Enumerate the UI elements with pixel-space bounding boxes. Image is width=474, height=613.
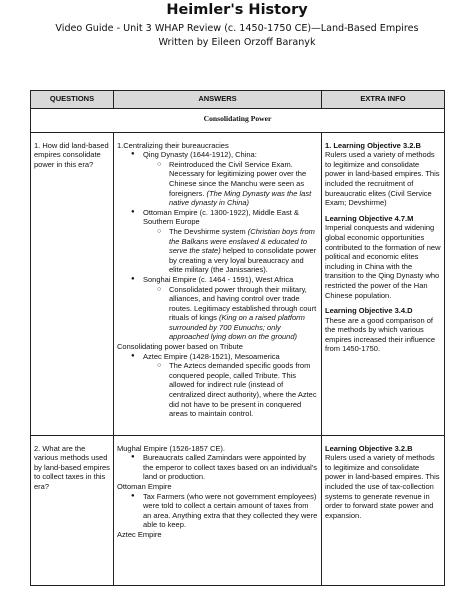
tribute-heading: Consolidating power based on Tribute xyxy=(117,342,243,352)
sub-bullet-ottoman xyxy=(157,227,318,275)
sub-bullet-text: Reintroduced the Civil Service Exam. Necessary for legitimizing power over the Chinese since the Manchu were seen as foreigners. xyxy=(169,159,307,198)
bullet-aztec: ● Aztec Empire (1428-1521), Mesoamerica xyxy=(131,352,318,362)
objective-text: Rulers used a variety of methods to legitimize and consolidate power in land-based empires. This included the use of tax-collection systems to generate revenue in order to forward state power and expansion. xyxy=(325,453,440,520)
objective-title: Learning Objective 3.2.B xyxy=(325,443,413,453)
page-title: Heimler's History xyxy=(166,2,308,18)
answer-cell xyxy=(114,435,322,585)
page-subtitle xyxy=(0,22,474,50)
bullet-tax-farmers: ● Tax Farmers (who were not government employees) were told to collect a certain amount of taxes from an area. Anything extra that they collected they were able to keep. xyxy=(131,492,318,530)
sub-bullet-qing xyxy=(157,160,318,208)
extra-info-cell xyxy=(322,132,445,435)
bullet-songhai: ● Songhai Empire (c. 1464 - 1591), West Africa xyxy=(131,275,318,285)
objective-title: Learning Objective 3.4.D xyxy=(325,306,413,316)
question-cell: 2. What are the various methods used by land-based empires to collect taxes in this era? xyxy=(31,435,114,585)
bullet-ottoman: ● Ottoman Empire (c. 1300-1922), Middle East & Southern Europe xyxy=(131,208,318,227)
answer-heading: 1.Centralizing their bureaucracies xyxy=(117,140,229,150)
sub-bullet-italic: (Christian boys from the Balkans were enslaved & educated to serve the state) xyxy=(169,226,315,256)
sub-bullet-text: Consolidated power through their military, alliances, and having control over trade routes. Legitimacy established through court rituals of kings xyxy=(169,284,317,323)
sub-bullet-aztec: ○ The Aztecs demanded specific goods from conquered people, called Tribute. This allowed for indirect rule (instead of centralized direct authority), where the Aztec did not have to be present in conquered areas to maintain control. xyxy=(157,361,318,419)
section-row xyxy=(31,109,445,133)
sub-bullet-text: helped to consolidate power by creating a very loyal bureaucracy and elite military (the Janissaries). xyxy=(169,246,317,275)
answer-mughal: Mughal Empire (1526-1857 CE). xyxy=(117,443,225,453)
column-header-extra-info: EXTRA INFO xyxy=(322,91,445,109)
question-cell: 1. How did land-based empires consolidate power in this era? xyxy=(31,132,114,435)
objective-title: 1. Learning Objective 3.2.B xyxy=(325,140,421,150)
table-row xyxy=(31,435,445,585)
objective-title: Learning Objective 4.7.M xyxy=(325,213,414,223)
bullet-zamindars: ● Bureaucrats called Zamindars were appointed by the emperor to collect taxes based on an individual's land or production. xyxy=(131,453,318,482)
table-row xyxy=(31,132,445,435)
sub-bullet-songhai xyxy=(157,285,318,343)
column-header-questions: QUESTIONS xyxy=(31,91,114,109)
objective-text: Imperial conquests and widening global economic opportunities contributed to the formation of new political and economic elites including in China with the transition to the Qing Dynasty who restricted the power of the Han Chinese population. xyxy=(325,223,441,300)
subtitle-line-1: Video Guide - Unit 3 WHAP Review (c. 1450-1750 CE)—Land-Based Empires xyxy=(55,23,419,34)
section-title: Consolidating Power xyxy=(31,109,445,133)
extra-info-cell xyxy=(322,435,445,585)
answer-aztec: Aztec Empire xyxy=(117,529,162,539)
sub-bullet-text: The Devshirme system xyxy=(169,226,246,236)
bullet-qing: ● Qing Dynasty (1644-1912), China: xyxy=(131,150,318,160)
answer-ottoman: Ottoman Empire xyxy=(117,481,172,491)
sub-bullet-italic: (The Ming Dynasty was the last native dynasty in China) xyxy=(169,188,312,208)
sub-bullet-italic: (King on a raised platform surrounded by 700 Eunuchs; only approached lying down on the ground) xyxy=(169,313,305,342)
subtitle-line-2: Written by Eileen Orzoff Baranyk xyxy=(158,37,316,48)
column-header-answers: ANSWERS xyxy=(114,91,322,109)
table-header-row xyxy=(31,91,445,109)
objective-text: Rulers used a variety of methods to legitimize and consolidate power in land-based empires. This included the recruitment of bureaucratic elites (Civil Service Exam; Devshirme) xyxy=(325,150,440,208)
objective-text: These are a good comparison of the methods by which various empires increased their influence from 1450-1750. xyxy=(325,315,436,354)
review-table xyxy=(30,90,445,586)
answer-cell xyxy=(114,132,322,435)
